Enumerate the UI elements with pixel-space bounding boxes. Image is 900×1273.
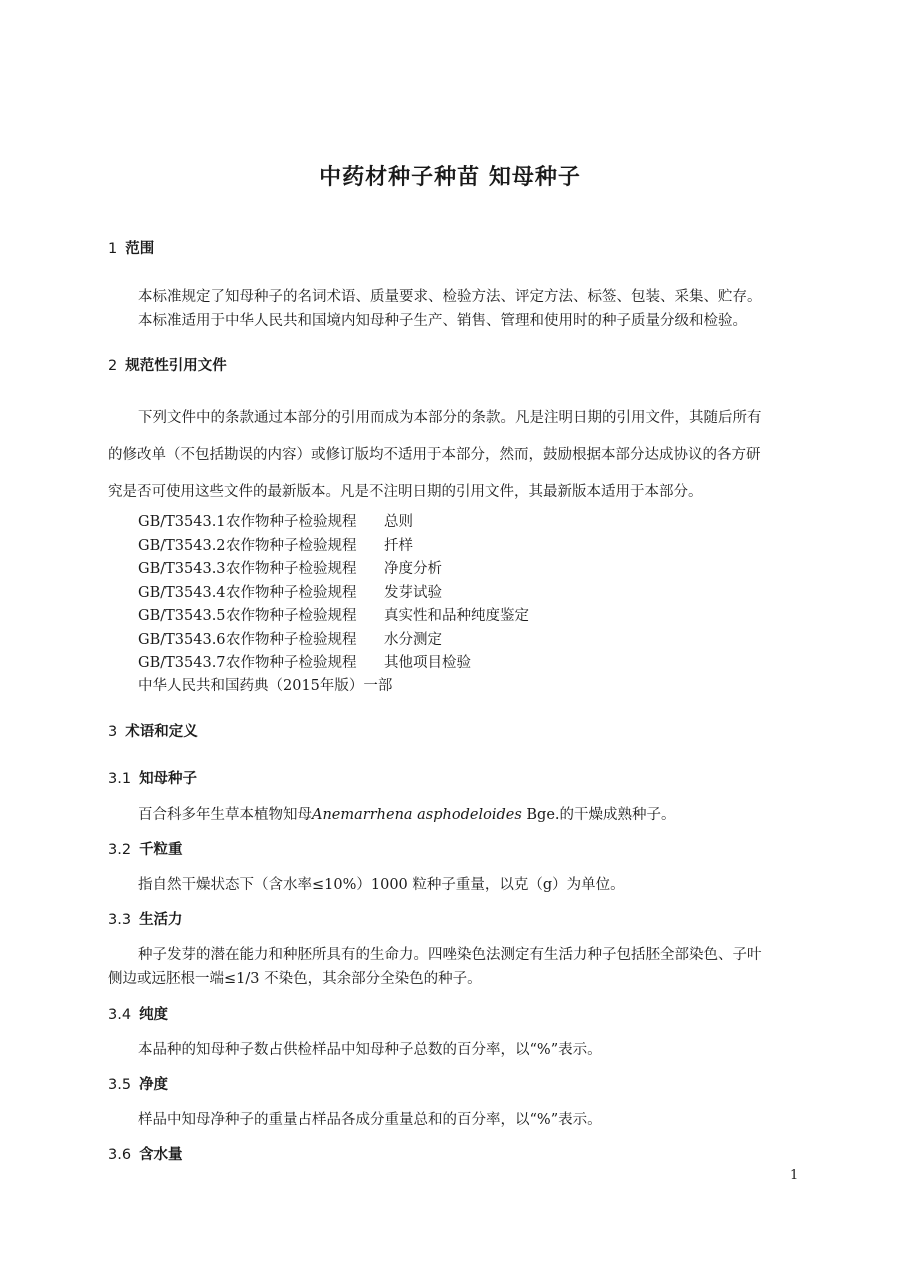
term-title: 千粒重	[139, 842, 183, 858]
reference-code: GB/T3543.5	[138, 608, 226, 624]
page-number: 1	[790, 1168, 799, 1183]
reference-item	[138, 604, 529, 625]
section-2-heading	[108, 354, 227, 375]
term-title: 含水量	[139, 1147, 183, 1163]
section-1-heading	[108, 237, 154, 258]
term-number: 3.3	[108, 912, 132, 928]
definition-text: Bge.的干燥成熟种子。	[521, 807, 676, 823]
reference-item	[138, 510, 413, 531]
term-3-4-heading	[108, 1003, 168, 1024]
term-title: 净度	[139, 1077, 169, 1093]
term-3-1-heading	[108, 767, 197, 788]
reference-part: 净度分析	[384, 561, 442, 577]
reference-title: 农作物种子检验规程	[226, 608, 357, 624]
reference-part: 总则	[384, 514, 413, 530]
term-3-2-heading	[108, 838, 183, 859]
reference-item	[138, 628, 442, 649]
section-title: 规范性引用文件	[125, 358, 227, 374]
term-3-4-definition: 本品种的知母种子数占供检样品中知母种子总数的百分率，以“%”表示。	[138, 1042, 602, 1058]
reference-code: GB/T3543.4	[138, 585, 226, 601]
term-number: 3.5	[108, 1077, 132, 1093]
term-number: 3.6	[108, 1147, 132, 1163]
reference-title: 农作物种子检验规程	[226, 561, 357, 577]
section-title: 术语和定义	[125, 724, 198, 740]
reference-part: 真实性和品种纯度鉴定	[384, 608, 529, 624]
reference-title: 农作物种子检验规程	[226, 514, 357, 530]
reference-item	[138, 581, 442, 602]
term-3-3-definition-line-2: 侧边或远胚根一端≤1/3 不染色，其余部分全染色的种子。	[108, 971, 482, 987]
document-title: 中药材种子种苗 知母种子	[319, 165, 581, 190]
reference-title: 农作物种子检验规程	[226, 655, 357, 671]
term-3-3-heading	[108, 908, 183, 929]
reference-title: 农作物种子检验规程	[226, 632, 357, 648]
latin-name: Anemarrhena asphodeloides	[312, 807, 522, 823]
section-2-line-1: 下列文件中的条款通过本部分的引用而成为本部分的条款。凡是注明日期的引用文件，其随后所有	[138, 410, 762, 426]
term-number: 3.4	[108, 1007, 132, 1023]
term-number: 3.1	[108, 771, 132, 787]
section-number: 3	[108, 724, 118, 740]
reference-title: 农作物种子检验规程	[226, 538, 357, 554]
reference-part: 水分测定	[384, 632, 442, 648]
section-title: 范围	[125, 241, 155, 257]
section-number: 2	[108, 358, 118, 374]
section-2-line-2: 的修改单（不包括勘误的内容）或修订版均不适用于本部分，然而，鼓励根据本部分达成协议的各方研	[108, 447, 761, 463]
reference-code: GB/T3543.7	[138, 655, 226, 671]
reference-title: 农作物种子检验规程	[226, 585, 357, 601]
section-1-paragraph-1: 本标准规定了知母种子的名词术语、质量要求、检验方法、评定方法、标签、包装、采集、贮存。	[138, 289, 762, 305]
term-title: 生活力	[139, 912, 183, 928]
reference-part: 其他项目检验	[384, 655, 471, 671]
reference-code: GB/T3543.3	[138, 561, 226, 577]
reference-item	[138, 557, 442, 578]
term-number: 3.2	[108, 842, 132, 858]
term-3-3-definition-line-1: 种子发芽的潜在能力和种胚所具有的生命力。四唑染色法测定有生活力种子包括胚全部染色、子叶	[138, 947, 762, 963]
term-3-6-heading	[108, 1143, 183, 1164]
reference-item	[138, 651, 471, 672]
reference-code: GB/T3543.1	[138, 514, 226, 530]
section-number: 1	[108, 241, 118, 257]
reference-part: 发芽试验	[384, 585, 442, 601]
section-3-heading	[108, 720, 198, 741]
term-3-2-definition: 指自然干燥状态下（含水率≤10%）1000 粒种子重量，以克（g）为单位。	[138, 877, 625, 893]
section-2-line-3: 究是否可使用这些文件的最新版本。凡是不注明日期的引用文件，其最新版本适用于本部分。	[108, 484, 703, 500]
term-title: 纯度	[139, 1007, 169, 1023]
definition-text: 百合科多年生草本植物知母	[138, 807, 312, 823]
reference-item	[138, 534, 413, 555]
reference-code: GB/T3543.2	[138, 538, 226, 554]
term-3-5-heading	[108, 1073, 168, 1094]
term-3-5-definition: 样品中知母净种子的重量占样品各成分重量总和的百分率，以“%”表示。	[138, 1112, 602, 1128]
reference-code: GB/T3543.6	[138, 632, 226, 648]
reference-part: 扦样	[384, 538, 413, 554]
reference-item-pharmacopoeia: 中华人民共和国药典（2015年版）一部	[138, 678, 393, 694]
term-3-1-definition	[138, 803, 676, 824]
term-title: 知母种子	[139, 771, 198, 787]
section-1-paragraph-2: 本标准适用于中华人民共和国境内知母种子生产、销售、管理和使用时的种子质量分级和检验。	[138, 313, 747, 329]
